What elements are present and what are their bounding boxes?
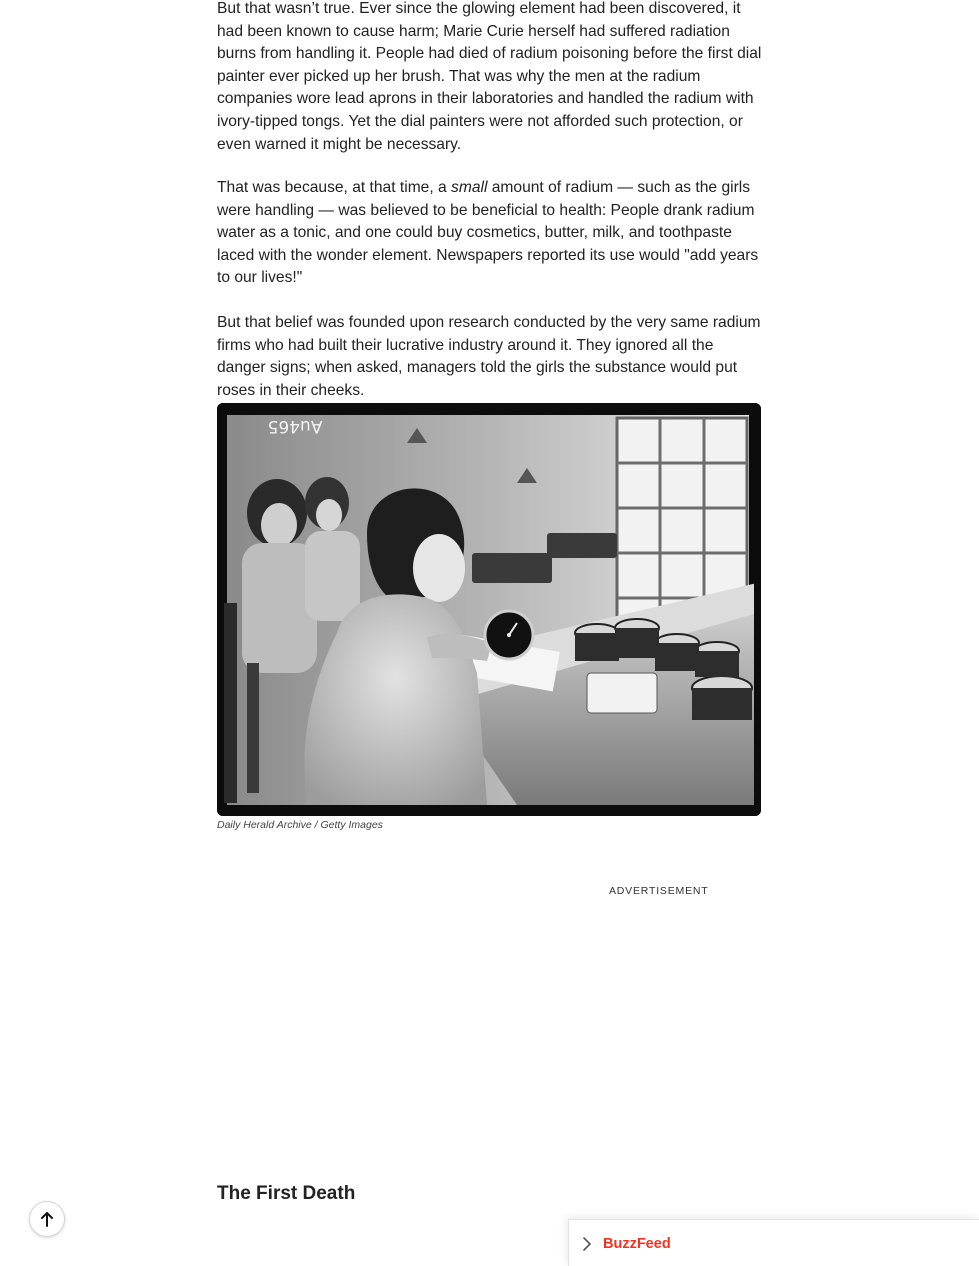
plate-label: Au465 xyxy=(267,416,323,436)
bottom-promo-bar[interactable] xyxy=(568,1219,979,1266)
article-paragraph-3: But that belief was founded upon research conducted by the very same radium firms who had built their lucrative industry around it. They ignored all the danger signs; when asked, managers told the girls the substance would put roses in their cheeks. xyxy=(217,314,761,399)
photo-caption: Daily Herald Archive / Getty Images xyxy=(217,819,383,831)
article-paragraph-1: But that wasn’t true. Ever since the glowing element had been discovered, it had been known to cause harm; Marie Curie herself had suffered radiation burns from handling it. People had died of radium poisoning before the first dial painter ever picked up her brush. That was why the men at the radium companies wore lead aprons in their laboratories and handled the radium with ivory-tipped tongs. Yet the dial painters were not afforded such protection, or even warned it might be necessary. xyxy=(217,0,762,153)
chevron-right-icon[interactable] xyxy=(579,1236,595,1252)
emphasis-small: small xyxy=(451,179,488,196)
back-to-top-button[interactable] xyxy=(29,1201,65,1237)
dial-painters-photo xyxy=(217,403,761,816)
advertisement-label: ADVERTISEMENT xyxy=(609,885,709,897)
section-heading: The First Death xyxy=(217,1183,356,1204)
article-paragraph-2 xyxy=(217,177,762,290)
article-photo xyxy=(217,403,761,816)
arrow-up-icon xyxy=(40,1211,54,1227)
paragraph-2-text-end: amount of radium — such as the girls were handling — was believed to be beneficial to health: People drank radium water as a tonic, and one could buy cosmetics, butter, milk, and toothpaste laced with the wonder element. Newspapers reported its use would "add years to our lives!" xyxy=(217,179,759,287)
paragraph-2-text-start: That was because, at that time, a xyxy=(217,179,452,196)
buzzfeed-logo[interactable]: BuzzFeed xyxy=(603,1235,671,1252)
